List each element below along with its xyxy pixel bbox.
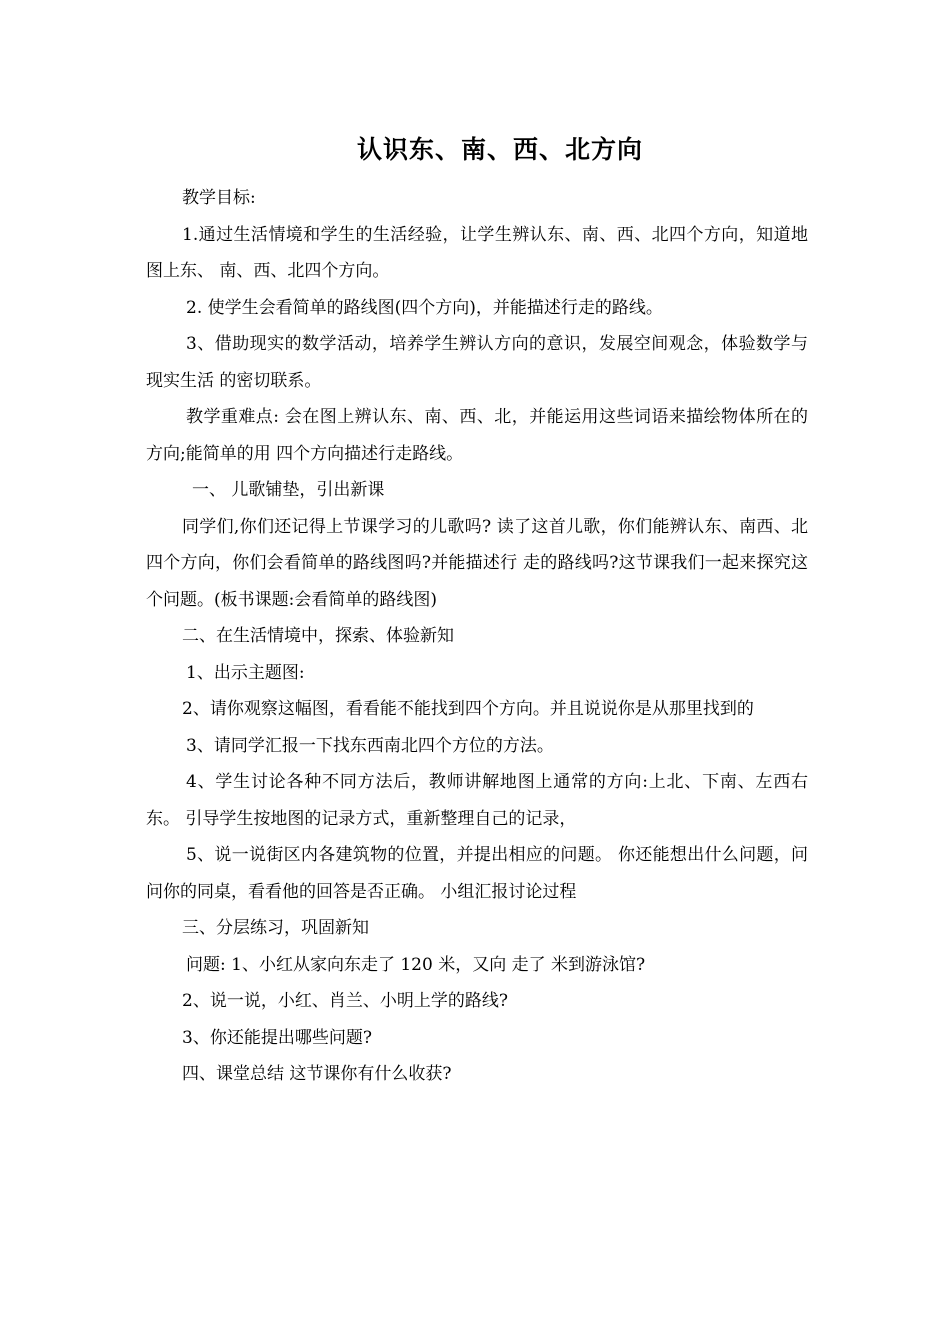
paragraph: 问题: 1、小红从家向东走了 120 米，又向 走了 米到游泳馆? [186,954,646,975]
paragraph: 1、出示主题图: [186,662,305,683]
paragraph: 5、说一说街区内各建筑物的位置，并提出相应的问题。 你还能想出什么问题，问问你的同桌，看看他的回答是否正确。 小组汇报讨论过程 [146,845,808,902]
document-title: 认识东、南、西、北方向 [356,135,643,164]
paragraph: 2. 使学生会看简单的路线图(四个方向)，并能描述行走的路线。 [186,297,663,318]
paragraph: 三、分层练习，巩固新知 [182,918,369,938]
paragraph: 教学目标: [182,188,256,208]
paragraph: 3、借助现实的数学活动，培养学生辨认方向的意识，发展空间观念，体验数学与现实生活 的密切联系。 [146,334,808,391]
document-body [146,180,808,1093]
paragraph: 2、说一说，小红、肖兰、小明上学的路线? [182,991,508,1011]
paragraph: 二、在生活情境中，探索、体验新知 [182,626,454,646]
paragraph: 3、请同学汇报一下找东西南北四个方位的方法。 [186,735,554,756]
paragraph: 1.通过生活情境和学生的生活经验，让学生辨认东、南、西、北四个方向，知道地图上东、 南、西、北四个方向。 [146,224,808,281]
paragraph: 同学们,你们还记得上节课学习的儿歌吗? 读了这首儿歌，你们能辨认东、南西、北四个方向，你们会看简单的路线图吗?并能描述行 走的路线吗?这节课我们一起来探究这个问题。(板书课题:会看简单的路线图) [146,516,808,610]
paragraph: 2、请你观察这幅图，看看能不能找到四个方向。并且说说你是从那里找到的 [182,699,754,719]
paragraph: 四、课堂总结 这节课你有什么收获? [182,1064,452,1084]
paragraph: 3、你还能提出哪些问题? [182,1027,372,1048]
paragraph: 一、 儿歌铺垫，引出新课 [192,480,385,500]
paragraph: 教学重难点: 会在图上辨认东、南、西、北，并能运用这些词语来描绘物体所在的方向;能简单的用 四个方向描述行走路线。 [146,407,808,464]
paragraph: 4、学生讨论各种不同方法后，教师讲解地图上通常的方向:上北、下南、左西右东。 引导学生按地图的记录方式，重新整理自己的记录， [146,772,808,829]
